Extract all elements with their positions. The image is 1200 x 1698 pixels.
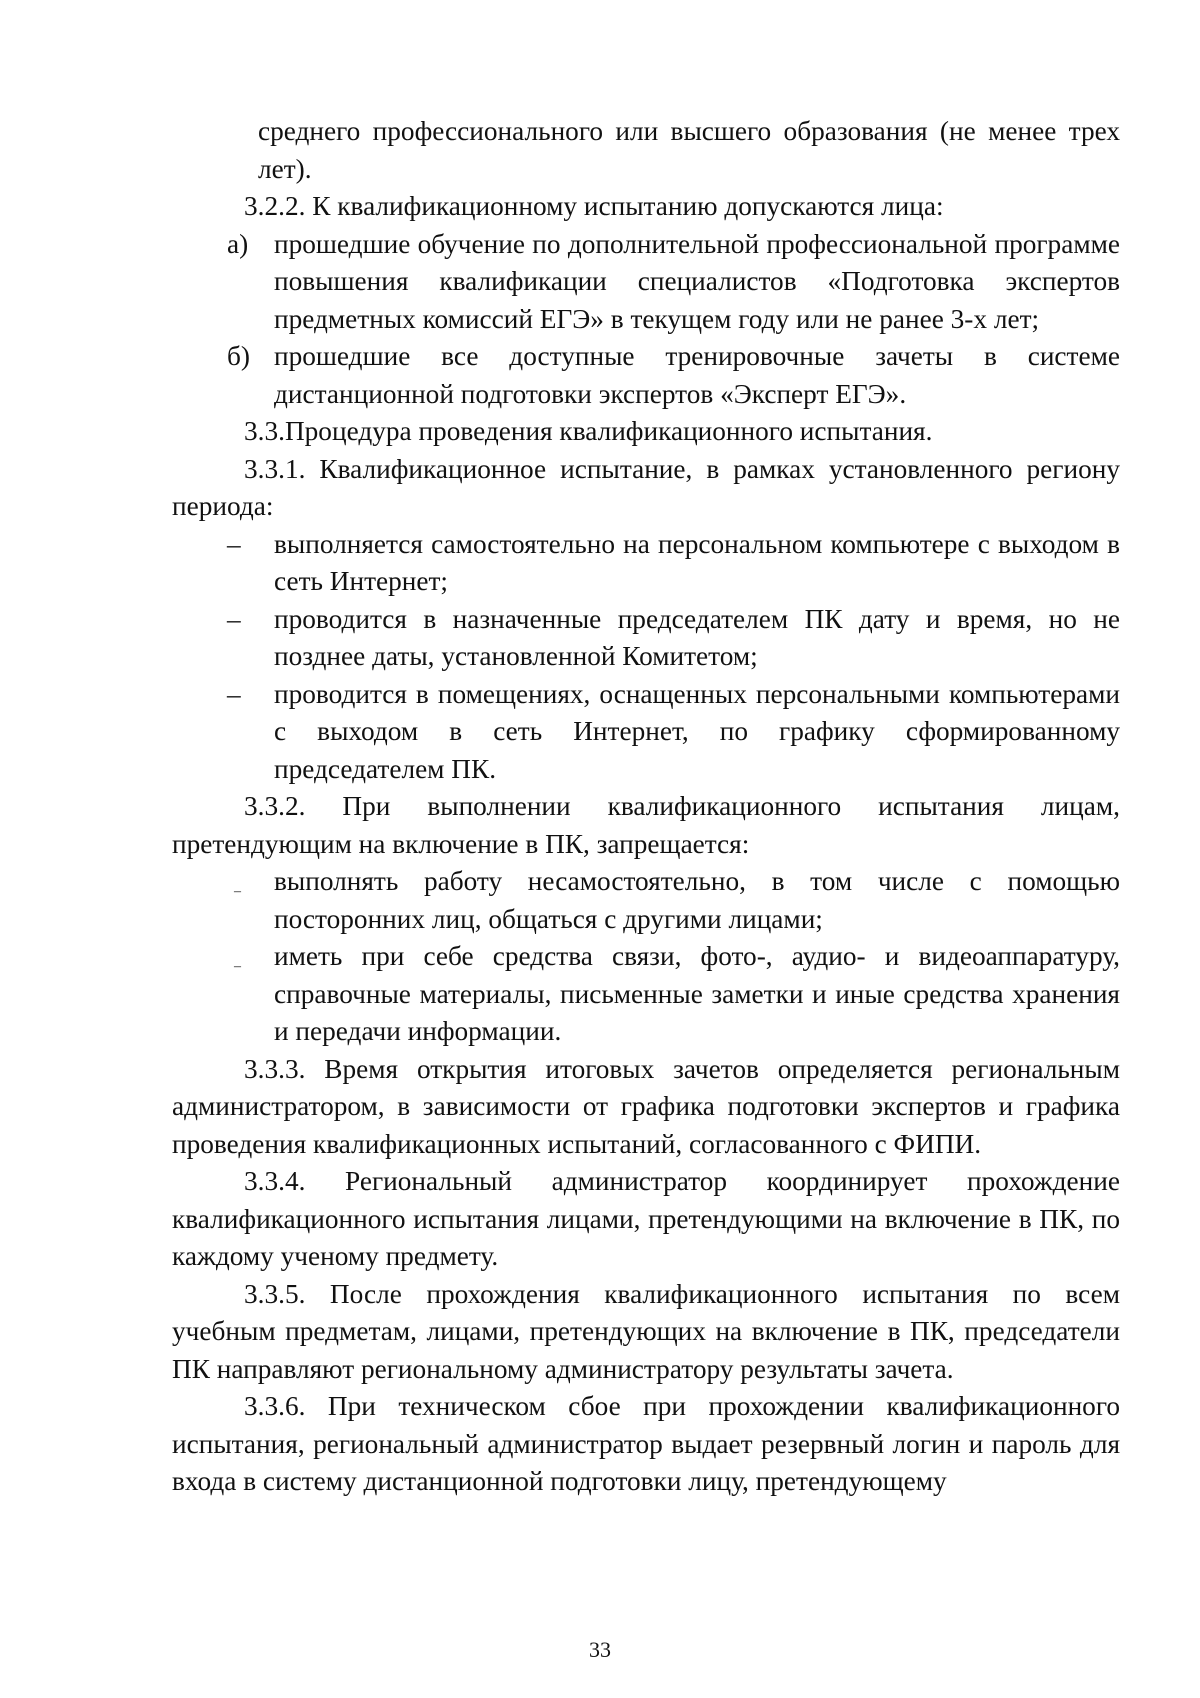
list-item	[172, 601, 1120, 676]
list-item-text: прошедшие все доступные тренировочные зачеты в системе дистанционной подготовки экспертов «Эксперт ЕГЭ».	[274, 341, 1120, 409]
paragraph-3-3-1: 3.3.1. Квалификационное испытание, в рамках установленного региону периода:	[172, 453, 1120, 521]
list-item-text: прошедшие обучение по дополнительной профессиональной программе повышения квалификации специалистов «Подготовка экспертов предметных комиссий ЕГЭ» в текущем году или не ранее 3-х лет;	[274, 228, 1120, 334]
paragraph-continuation: среднего профессионального или высшего образования (не менее трех лет).	[258, 116, 1120, 184]
list-item-text: проводится в назначенные председателем ПК дату и время, но не позднее даты, установленной Комитетом;	[274, 603, 1120, 671]
paragraph-3-3-6: 3.3.6. При техническом сбое при прохождении квалификационного испытания, региональный администратор выдает резервный логин и пароль для входа в систему дистанционной подготовки лицу, претендующему	[172, 1391, 1120, 1496]
list-item	[172, 676, 1120, 789]
paragraph-3-3-4: 3.3.4. Региональный администратор координирует прохождение квалификационного испытания лицами, претендующими на включение в ПК, по каждому ученому предмету.	[172, 1166, 1120, 1271]
list-item-b	[172, 338, 1120, 413]
paragraph-3-3-3: 3.3.3. Время открытия итоговых зачетов определяется региональным администратором, в зависимости от графика подготовки экспертов и графика проведения квалификационных испытаний, согласованного с ФИПИ.	[172, 1053, 1120, 1159]
list-marker: –	[234, 959, 241, 974]
document-body	[172, 113, 1120, 1501]
paragraph-3-3-2: 3.3.2. При выполнении квалификационного испытания лицам, претендующим на включение в ПК, запрещается:	[172, 791, 1120, 859]
list-marker: –	[227, 528, 241, 559]
list-marker: –	[227, 678, 241, 709]
list-item-a	[172, 226, 1120, 339]
list-marker: –	[227, 603, 241, 634]
list-marker: б)	[227, 341, 250, 371]
list-item	[172, 938, 1120, 1051]
list-item-text: выполняется самостоятельно на персональном компьютере с выходом в сеть Интернет;	[274, 528, 1120, 596]
list-item	[172, 526, 1120, 601]
paragraph-3-3: 3.3.Процедура проведения квалификационного испытания.	[244, 416, 933, 446]
list-marker: –	[234, 884, 241, 899]
list-item-text: иметь при себе средства связи, фото-, аудио- и видеоаппаратуру, справочные материалы, письменные заметки и иные средства хранения и передачи информации.	[274, 941, 1120, 1046]
list-item-text: выполнять работу несамостоятельно, в том числе с помощью посторонних лиц, общаться с другими лицами;	[274, 866, 1120, 934]
list-marker: а)	[227, 228, 249, 259]
list-item-text: проводится в помещениях, оснащенных персональными компьютерами с выходом в сеть Интернет, по графику сформированному председателем ПК.	[274, 678, 1120, 784]
paragraph-3-3-5: 3.3.5. После прохождения квалификационного испытания по всем учебным предметам, лицами, претендующих на включение в ПК, председатели ПК направляют региональному администратору результаты зачета.	[172, 1278, 1120, 1384]
list-item	[172, 863, 1120, 938]
paragraph-3-2-2: 3.2.2. К квалификационному испытанию допускаются лица:	[244, 191, 944, 221]
page-number: 33	[589, 1637, 611, 1662]
